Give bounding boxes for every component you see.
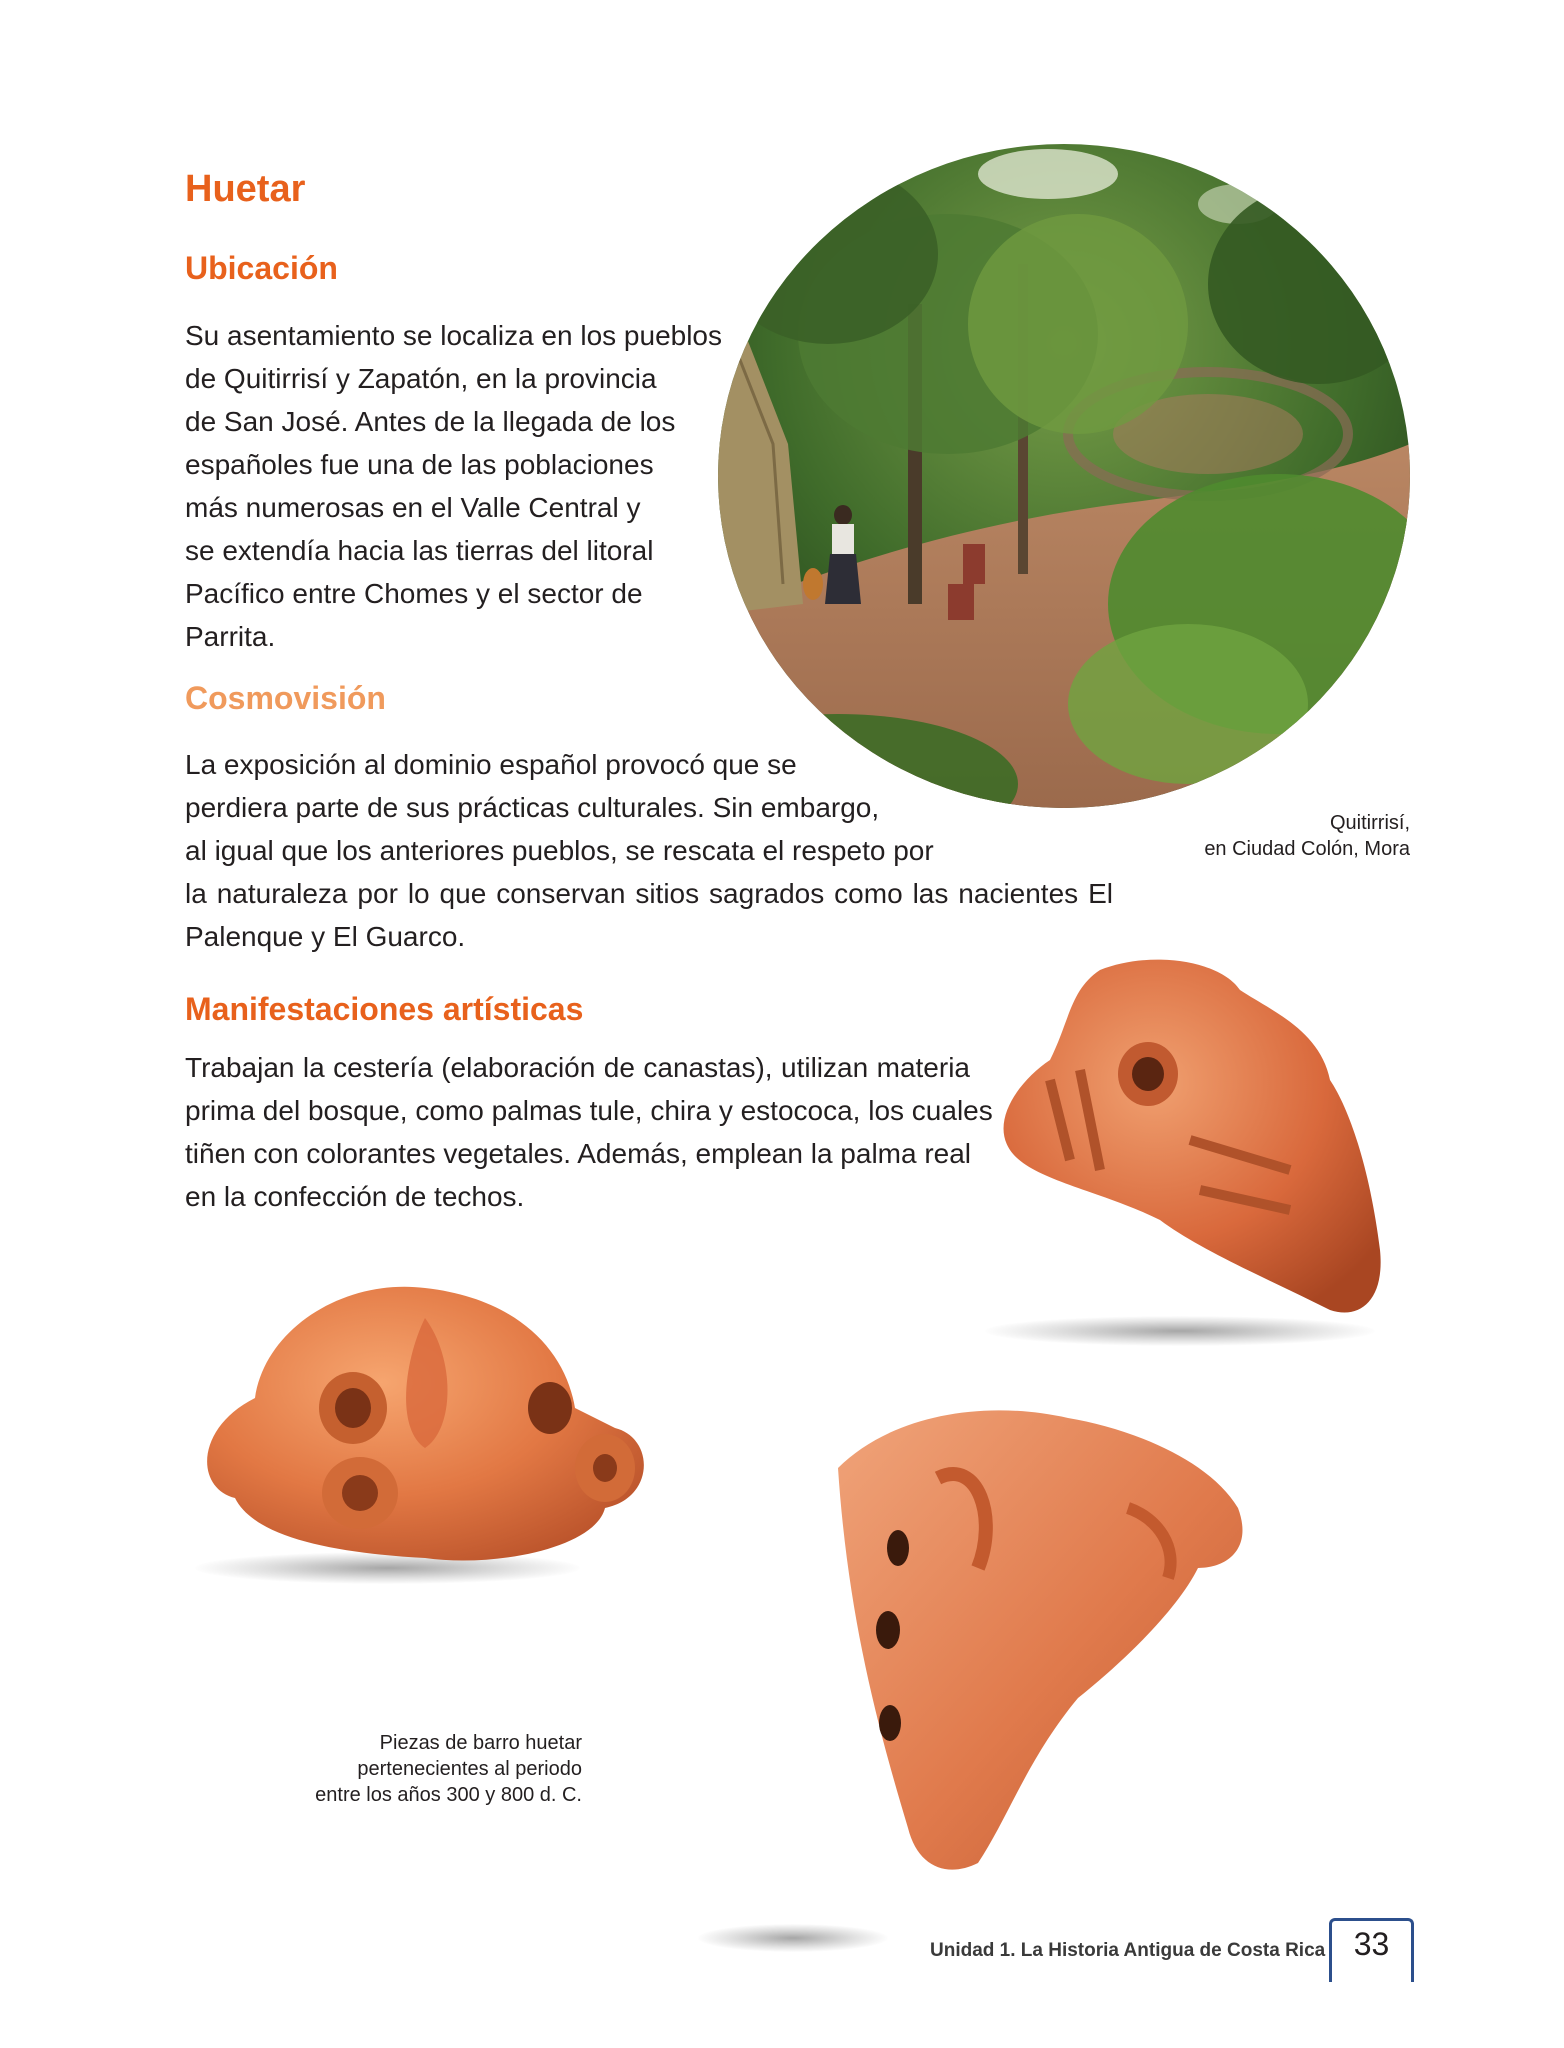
ubicacion-heading: Ubicación [185, 250, 338, 286]
ubicacion-line: se extendía hacia las tierras del litoral [185, 535, 654, 566]
ubicacion-line: españoles fue una de las poblaciones [185, 449, 654, 480]
pieces-caption-line: entre los años 300 y 800 d. C. [315, 1784, 582, 1806]
piece-shadow [698, 1924, 888, 1952]
cosmovision-line: La exposición al dominio español provocó que se [185, 749, 797, 780]
cosmovision-line: la naturaleza por lo que conservan sitios sagrados como las nacientes El [185, 878, 1113, 909]
photo-caption-line: Quitirrisí, [1330, 812, 1410, 834]
ubicacion-line: de San José. Antes de la llegada de los [185, 406, 676, 437]
clay-piece-round-head [195, 1278, 665, 1578]
manifestaciones-line: prima del bosque, como palmas tule, chira y estococa, los cuales [185, 1095, 993, 1126]
pieces-caption-line: Piezas de barro huetar [379, 1732, 582, 1754]
ubicacion-line: Su asentamiento se localiza en los pueblos [185, 320, 723, 351]
cosmovision-line: Palenque y El Guarco. [185, 921, 466, 952]
manifestaciones-line: en la confección de techos. [185, 1181, 525, 1212]
forest-scene-illustration [718, 144, 1410, 808]
cosmovision-line: al igual que los anteriores pueblos, se rescata el respeto por [185, 835, 934, 866]
ubicacion-line: más numerosas en el Valle Central y [185, 492, 641, 523]
cosmovision-line: perdiera parte de sus prácticas culturales. Sin embargo, [185, 792, 880, 823]
manifestaciones-line: tiñen con colorantes vegetales. Además, emplean la palma real [185, 1138, 972, 1169]
ubicacion-line: de Quitirrisí y Zapatón, en la provincia [185, 363, 657, 394]
pieces-caption-line: pertenecientes al periodo [357, 1758, 582, 1780]
quitirrisi-photo [718, 144, 1410, 808]
clay-piece-bird [990, 950, 1390, 1330]
pieces-caption [300, 1730, 582, 1808]
page-number: 33 [1353, 1926, 1390, 1962]
manifestaciones-heading: Manifestaciones artísticas [185, 991, 584, 1027]
section-title: Huetar [185, 168, 306, 210]
cosmovision-heading: Cosmovisión [185, 680, 386, 716]
ubicacion-paragraph [185, 314, 723, 658]
manifestaciones-line: Trabajan la cestería (elaboración de canastas), utilizan materia [185, 1052, 970, 1083]
photo-caption [1160, 810, 1410, 862]
clay-piece-ocarina [828, 1398, 1258, 1878]
ubicacion-line: Pacífico entre Chomes y el sector de [185, 578, 643, 609]
manifestaciones-paragraph [185, 1046, 993, 1218]
ubicacion-line: Parrita. [185, 621, 276, 652]
footer-unit-title: Unidad 1. La Historia Antigua de Costa Rica [930, 1940, 1326, 1961]
photo-caption-line: en Ciudad Colón, Mora [1204, 838, 1410, 860]
